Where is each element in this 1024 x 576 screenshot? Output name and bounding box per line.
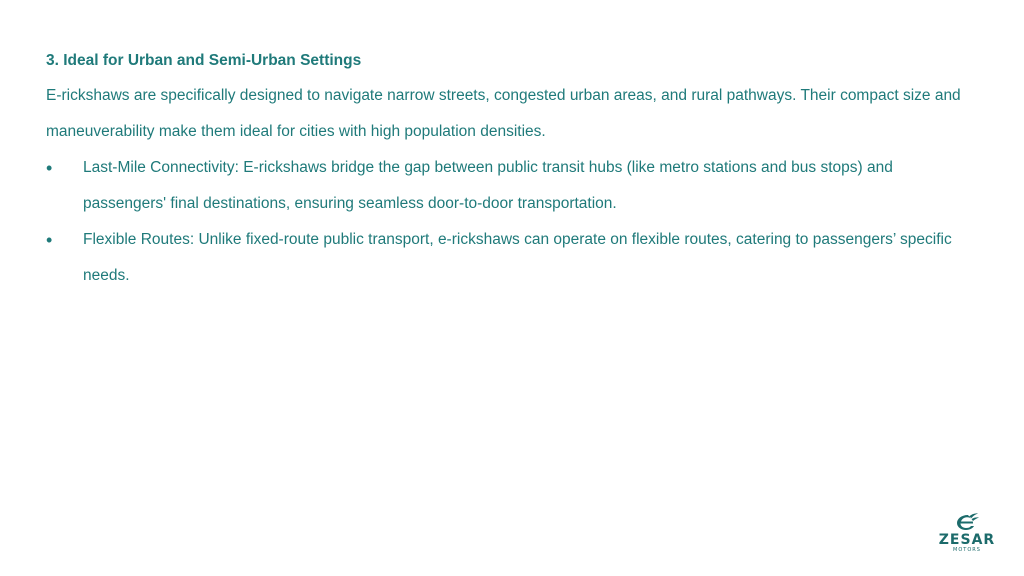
logo-subtitle: MOTORS	[953, 547, 981, 553]
list-item	[46, 222, 976, 294]
company-logo	[936, 512, 998, 562]
bullet-list	[46, 150, 976, 294]
bullet-marker: •	[46, 158, 53, 178]
swoosh-e-emblem-icon	[954, 512, 980, 532]
bullet-text: Last-Mile Connectivity: E-rickshaws bridge the gap between public transit hubs (like metro stations and bus stops) and passengers' final destinations, ensuring seamless door-to-door transportation.	[83, 159, 893, 212]
logo-wordmark: ZESAR	[938, 532, 996, 548]
slide-content	[46, 50, 976, 294]
intro-paragraph: E-rickshaws are specifically designed to navigate narrow streets, congested urban areas, and rural pathways. Their compact size and maneuverability make them ideal for cities with high population densities.	[46, 87, 961, 140]
list-item	[46, 150, 976, 222]
bullet-marker: •	[46, 230, 53, 250]
section-heading: 3. Ideal for Urban and Semi-Urban Settings	[46, 52, 362, 69]
bullet-text: Flexible Routes: Unlike fixed-route public transport, e-rickshaws can operate on flexible routes, catering to passengers’ specific needs.	[83, 231, 952, 284]
